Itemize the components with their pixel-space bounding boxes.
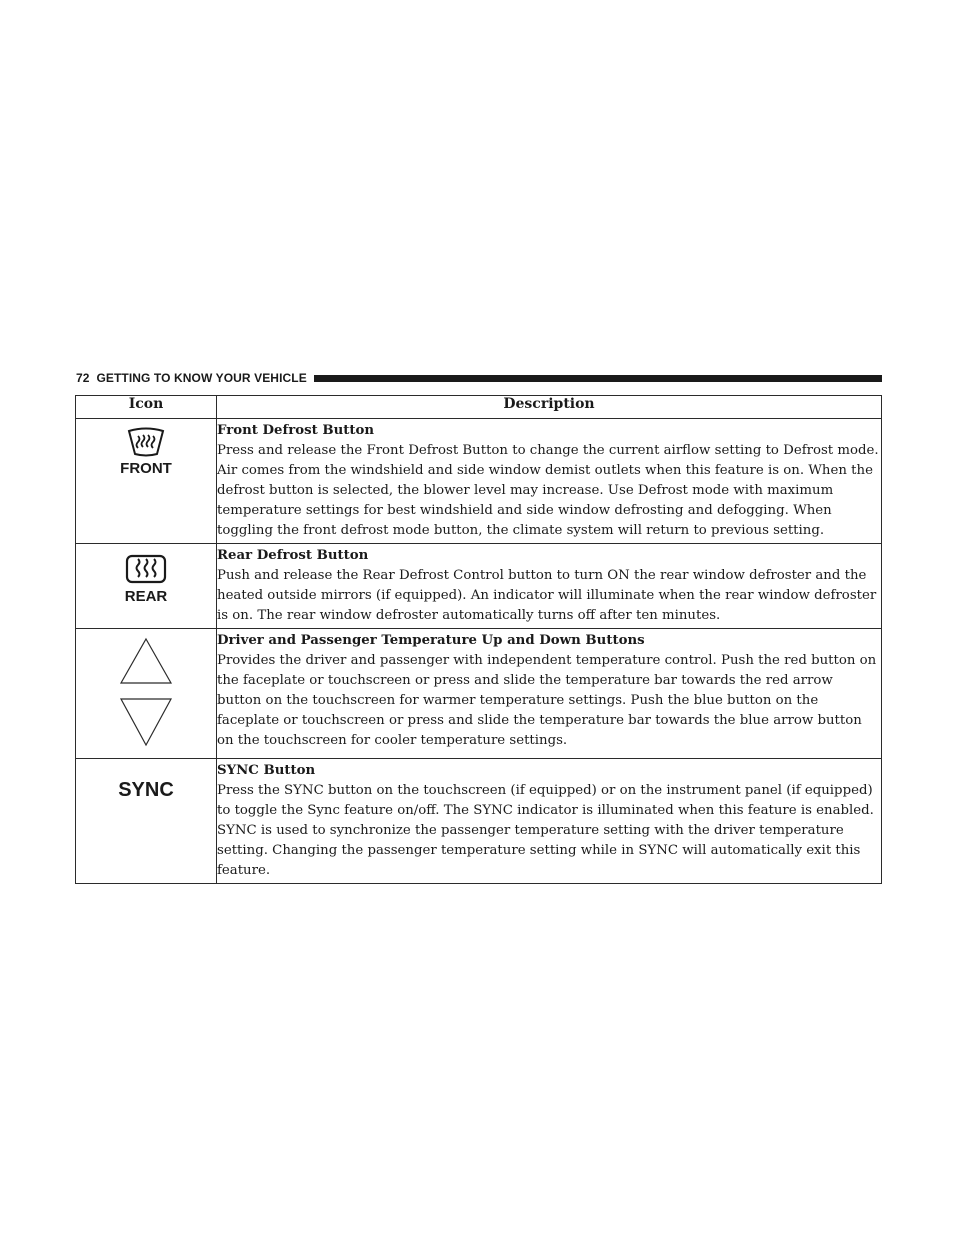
table-row-temperature: [76, 629, 882, 759]
temperature-up-down-icon: [118, 635, 174, 755]
description-cell: [217, 629, 882, 759]
row-body: Provides the driver and passenger with independent temperature control. Push the red button on the faceplate or touchscreen or press and slide the temperature bar towards the red arrow button on the touchscreen for warmer temperature settings. Push the blue button on the faceplate or touchscreen or press and slide the temperature bar towards the blue arrow button on the touchscreen for cooler temperature settings.: [217, 653, 877, 748]
page-header-text: [76, 371, 307, 385]
icon-description-table: [75, 395, 882, 884]
front-defrost-icon: [120, 427, 172, 477]
table-row-rear-defrost: [76, 544, 882, 629]
table-row-front-defrost: [76, 419, 882, 544]
row-title: Front Defrost Button: [217, 423, 375, 438]
rear-defrost-icon: [124, 553, 168, 605]
page-header: [76, 370, 882, 386]
row-title: SYNC Button: [217, 763, 316, 778]
page-number: 72: [76, 371, 90, 385]
section-title: GETTING TO KNOW YOUR VEHICLE: [96, 371, 307, 385]
column-header-description: Description: [217, 396, 882, 419]
row-title: Rear Defrost Button: [217, 548, 369, 563]
temperature-down-icon: [121, 699, 171, 745]
icon-cell: [76, 629, 217, 759]
temperature-up-icon: [121, 639, 171, 683]
front-defrost-icon-label: FRONT: [120, 460, 172, 477]
column-header-icon: Icon: [76, 396, 217, 419]
description-cell: [217, 544, 882, 629]
row-body: Press and release the Front Defrost Button to change the current airflow setting to Defrost mode. Air comes from the windshield and side window demist outlets when this feature is on. When the defrost button is selected, the blower level may increase. Use Defrost mode with maximum temperature settings for best windshield and side window defrosting and defogging. When toggling the front defrost mode button, the climate system will return to previous setting.: [217, 443, 879, 538]
rear-defrost-symbol-icon: [124, 553, 168, 585]
front-defrost-symbol-icon: [126, 427, 166, 457]
table-row-sync: [76, 759, 882, 884]
temperature-arrows-icon: [118, 635, 174, 751]
icon-cell: [76, 419, 217, 544]
table-header-row: [76, 396, 882, 419]
row-body: Push and release the Rear Defrost Control button to turn ON the rear window defroster and the heated outside mirrors (if equipped). An indicator will illuminate when the rear window defroster is on. The rear window defroster automatically turns off after ten minutes.: [217, 568, 877, 623]
header-rule: [314, 375, 882, 382]
rear-defrost-icon-label: REAR: [124, 588, 168, 605]
description-cell: [217, 759, 882, 884]
icon-cell: [76, 759, 217, 884]
row-body: Press the SYNC button on the touchscreen (if equipped) or on the instrument panel (if equipped) to toggle the Sync feature on/off. The SYNC indicator is illuminated when this feature is enabled. SYNC is used to synchronize the passenger temperature setting with the driver temperature setting. Changing the passenger temperature setting while in SYNC will automatically exit this feature.: [217, 783, 874, 878]
icon-cell: [76, 544, 217, 629]
description-cell: [217, 419, 882, 544]
row-title: Driver and Passenger Temperature Up and Down Buttons: [217, 633, 645, 648]
sync-icon: SYNC: [118, 779, 174, 801]
